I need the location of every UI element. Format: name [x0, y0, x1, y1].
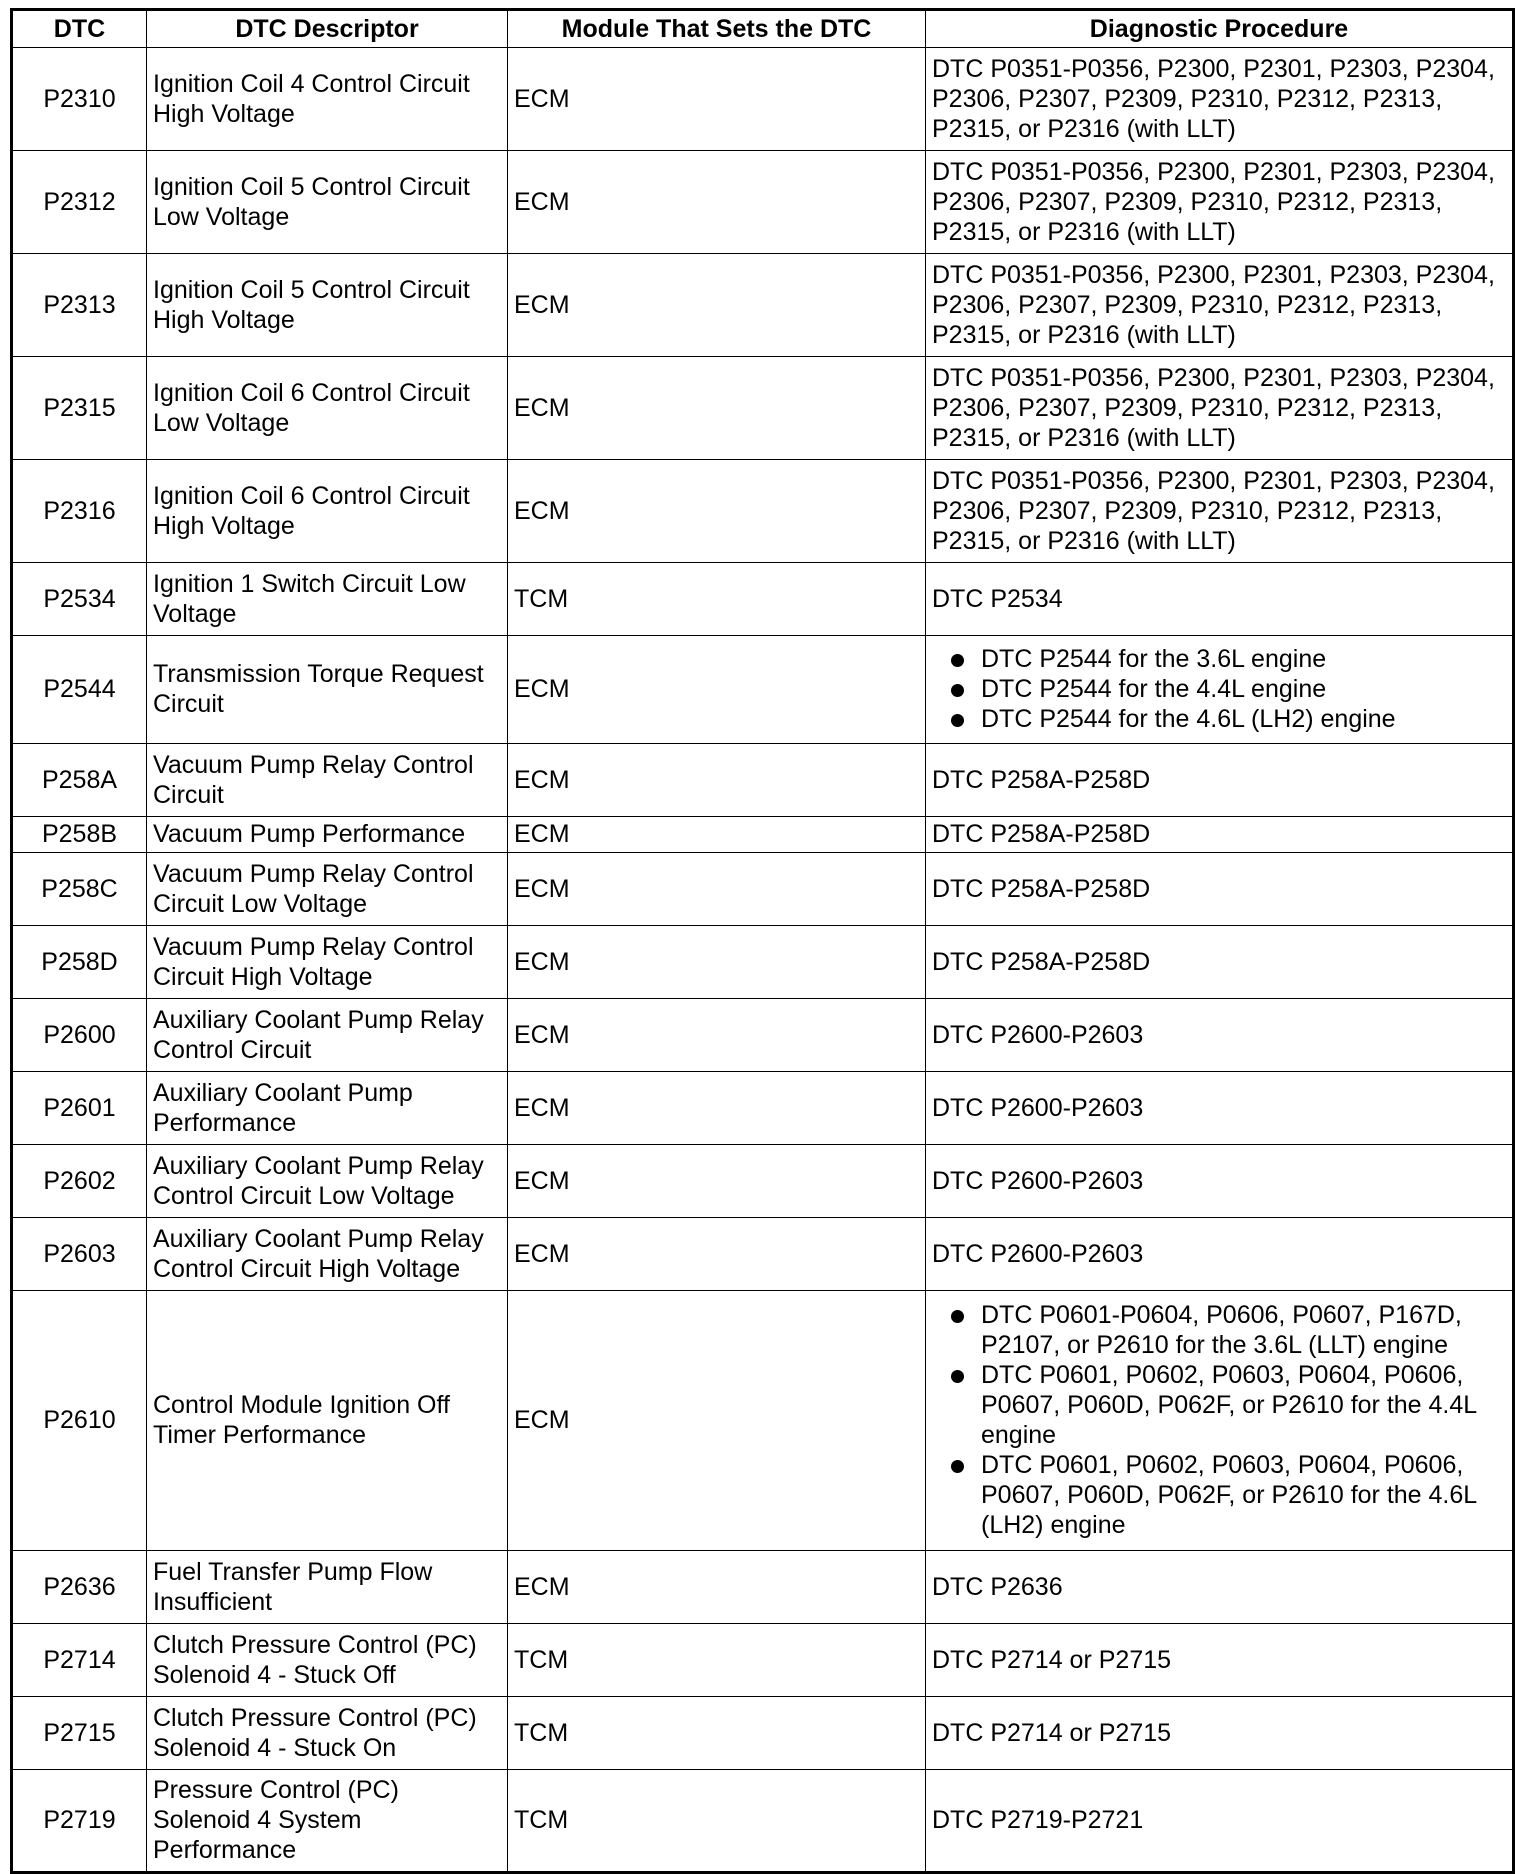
module-cell: ECM	[508, 1218, 926, 1291]
diagnostic-procedure-cell: DTC P2719-P2721	[926, 1770, 1514, 1873]
diagnostic-procedure-cell: DTC P0351-P0356, P2300, P2301, P2303, P2304, P2306, P2307, P2309, P2310, P2312, P2313, P2315, or P2316 (with LLT)	[926, 357, 1514, 460]
module-cell: TCM	[508, 1624, 926, 1697]
diagnostic-procedure-cell: DTC P0351-P0356, P2300, P2301, P2303, P2304, P2306, P2307, P2309, P2310, P2312, P2313, P2315, or P2316 (with LLT)	[926, 151, 1514, 254]
header-dtc: DTC	[12, 10, 147, 48]
diagnostic-procedure-cell: DTC P258A-P258D	[926, 744, 1514, 817]
dtc-descriptor-cell: Vacuum Pump Relay Control Circuit Low Voltage	[147, 853, 508, 926]
table-row	[12, 817, 1514, 853]
dtc-code-cell: P258C	[12, 853, 147, 926]
dtc-descriptor-cell: Auxiliary Coolant Pump Relay Control Circuit Low Voltage	[147, 1145, 508, 1218]
dtc-descriptor-cell: Fuel Transfer Pump Flow Insufficient	[147, 1551, 508, 1624]
dtc-code-cell: P2601	[12, 1072, 147, 1145]
dtc-descriptor-cell: Pressure Control (PC) Solenoid 4 System Performance	[147, 1770, 508, 1873]
diagnostic-procedure-cell: DTC P258A-P258D	[926, 817, 1514, 853]
module-cell: ECM	[508, 1291, 926, 1551]
dtc-code-cell: P2315	[12, 357, 147, 460]
diagnostic-procedure-cell: DTC P258A-P258D	[926, 926, 1514, 999]
header-diagnostic-procedure: Diagnostic Procedure	[926, 10, 1514, 48]
table-body	[12, 48, 1514, 1873]
module-cell: ECM	[508, 999, 926, 1072]
module-cell: ECM	[508, 744, 926, 817]
dtc-code-cell: P2719	[12, 1770, 147, 1873]
procedure-bullet-item: DTC P2544 for the 4.4L engine	[981, 674, 1506, 704]
module-cell: ECM	[508, 1551, 926, 1624]
dtc-descriptor-cell: Vacuum Pump Performance	[147, 817, 508, 853]
module-cell: ECM	[508, 926, 926, 999]
procedure-bullet-list	[932, 1300, 1506, 1540]
dtc-descriptor-cell: Vacuum Pump Relay Control Circuit High Voltage	[147, 926, 508, 999]
module-cell: ECM	[508, 254, 926, 357]
dtc-descriptor-cell: Ignition Coil 4 Control Circuit High Voltage	[147, 48, 508, 151]
table-row	[12, 926, 1514, 999]
dtc-code-cell: P2610	[12, 1291, 147, 1551]
dtc-code-cell: P2313	[12, 254, 147, 357]
diagnostic-procedure-cell: DTC P0351-P0356, P2300, P2301, P2303, P2304, P2306, P2307, P2309, P2310, P2312, P2313, P2315, or P2316 (with LLT)	[926, 48, 1514, 151]
procedure-bullet-item: DTC P0601-P0604, P0606, P0607, P167D, P2107, or P2610 for the 3.6L (LLT) engine	[981, 1300, 1506, 1360]
module-cell: ECM	[508, 1145, 926, 1218]
dtc-descriptor-cell: Transmission Torque Request Circuit	[147, 636, 508, 744]
table-row	[12, 1072, 1514, 1145]
table-row	[12, 1770, 1514, 1873]
dtc-code-cell: P2544	[12, 636, 147, 744]
diagnostic-procedure-cell: DTC P2600-P2603	[926, 1145, 1514, 1218]
diagnostic-procedure-cell: DTC P2714 or P2715	[926, 1697, 1514, 1770]
dtc-code-cell: P258B	[12, 817, 147, 853]
table-row	[12, 1291, 1514, 1551]
dtc-code-cell: P2316	[12, 460, 147, 563]
table-row	[12, 1624, 1514, 1697]
module-cell: ECM	[508, 48, 926, 151]
dtc-descriptor-cell: Ignition Coil 5 Control Circuit High Voltage	[147, 254, 508, 357]
dtc-code-cell: P2715	[12, 1697, 147, 1770]
table-row	[12, 853, 1514, 926]
table-row	[12, 636, 1514, 744]
header-module: Module That Sets the DTC	[508, 10, 926, 48]
table-row	[12, 1218, 1514, 1291]
table-row	[12, 460, 1514, 563]
diagnostic-procedure-cell	[926, 636, 1514, 744]
diagnostic-procedure-cell: DTC P2636	[926, 1551, 1514, 1624]
dtc-code-cell: P2534	[12, 563, 147, 636]
table-row	[12, 357, 1514, 460]
procedure-bullet-item: DTC P0601, P0602, P0603, P0604, P0606, P0607, P060D, P062F, or P2610 for the 4.6L (LH2) engine	[981, 1450, 1506, 1540]
diagnostic-procedure-cell: DTC P0351-P0356, P2300, P2301, P2303, P2304, P2306, P2307, P2309, P2310, P2312, P2313, P2315, or P2316 (with LLT)	[926, 254, 1514, 357]
procedure-bullet-list	[932, 644, 1506, 734]
table-row	[12, 999, 1514, 1072]
module-cell: ECM	[508, 1072, 926, 1145]
dtc-descriptor-cell: Ignition Coil 6 Control Circuit High Voltage	[147, 460, 508, 563]
dtc-descriptor-cell: Ignition Coil 6 Control Circuit Low Voltage	[147, 357, 508, 460]
header-row	[12, 10, 1514, 48]
module-cell: ECM	[508, 151, 926, 254]
dtc-descriptor-cell: Ignition Coil 5 Control Circuit Low Voltage	[147, 151, 508, 254]
table-row	[12, 254, 1514, 357]
diagnostic-procedure-cell: DTC P2534	[926, 563, 1514, 636]
module-cell: TCM	[508, 1770, 926, 1873]
dtc-descriptor-cell: Vacuum Pump Relay Control Circuit	[147, 744, 508, 817]
header-dtc-descriptor: DTC Descriptor	[147, 10, 508, 48]
dtc-descriptor-cell: Auxiliary Coolant Pump Performance	[147, 1072, 508, 1145]
dtc-descriptor-cell: Control Module Ignition Off Timer Performance	[147, 1291, 508, 1551]
dtc-code-cell: P2603	[12, 1218, 147, 1291]
module-cell: ECM	[508, 817, 926, 853]
module-cell: TCM	[508, 563, 926, 636]
dtc-descriptor-cell: Ignition 1 Switch Circuit Low Voltage	[147, 563, 508, 636]
dtc-code-cell: P258A	[12, 744, 147, 817]
table-row	[12, 1145, 1514, 1218]
diagnostic-procedure-cell: DTC P2714 or P2715	[926, 1624, 1514, 1697]
dtc-descriptor-cell: Auxiliary Coolant Pump Relay Control Circuit	[147, 999, 508, 1072]
dtc-code-cell: P2602	[12, 1145, 147, 1218]
table-row	[12, 744, 1514, 817]
dtc-code-cell: P2714	[12, 1624, 147, 1697]
dtc-code-cell: P258D	[12, 926, 147, 999]
procedure-bullet-item: DTC P2544 for the 4.6L (LH2) engine	[981, 704, 1506, 734]
table-row	[12, 563, 1514, 636]
diagnostic-procedure-cell: DTC P258A-P258D	[926, 853, 1514, 926]
procedure-bullet-item: DTC P2544 for the 3.6L engine	[981, 644, 1506, 674]
dtc-code-cell: P2636	[12, 1551, 147, 1624]
diagnostic-procedure-cell	[926, 1291, 1514, 1551]
table-row	[12, 1551, 1514, 1624]
table-row	[12, 48, 1514, 151]
module-cell: ECM	[508, 636, 926, 744]
table-row	[12, 151, 1514, 254]
dtc-descriptor-cell: Clutch Pressure Control (PC) Solenoid 4 - Stuck On	[147, 1697, 508, 1770]
procedure-bullet-item: DTC P0601, P0602, P0603, P0604, P0606, P0607, P060D, P062F, or P2610 for the 4.4L engine	[981, 1360, 1506, 1450]
diagnostic-procedure-cell: DTC P2600-P2603	[926, 999, 1514, 1072]
module-cell: TCM	[508, 1697, 926, 1770]
dtc-descriptor-cell: Clutch Pressure Control (PC) Solenoid 4 - Stuck Off	[147, 1624, 508, 1697]
diagnostic-procedure-cell: DTC P0351-P0356, P2300, P2301, P2303, P2304, P2306, P2307, P2309, P2310, P2312, P2313, P2315, or P2316 (with LLT)	[926, 460, 1514, 563]
module-cell: ECM	[508, 460, 926, 563]
diagnostic-procedure-cell: DTC P2600-P2603	[926, 1072, 1514, 1145]
dtc-code-cell: P2312	[12, 151, 147, 254]
table-row	[12, 1697, 1514, 1770]
dtc-code-cell: P2310	[12, 48, 147, 151]
dtc-table	[10, 8, 1515, 1874]
diagnostic-procedure-cell: DTC P2600-P2603	[926, 1218, 1514, 1291]
dtc-descriptor-cell: Auxiliary Coolant Pump Relay Control Circuit High Voltage	[147, 1218, 508, 1291]
dtc-code-cell: P2600	[12, 999, 147, 1072]
module-cell: ECM	[508, 853, 926, 926]
module-cell: ECM	[508, 357, 926, 460]
